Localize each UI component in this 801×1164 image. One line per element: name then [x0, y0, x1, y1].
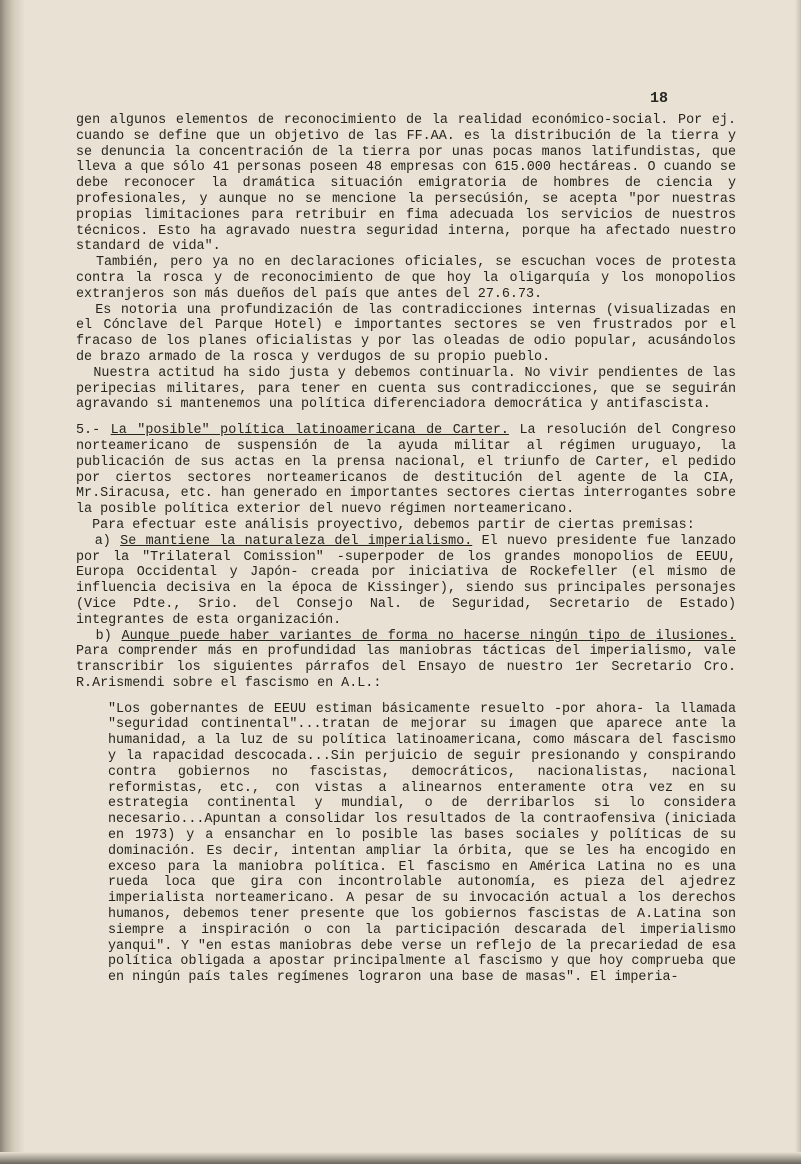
section-number: 5.-: [76, 423, 111, 439]
premise-a: [76, 533, 745, 629]
premise-a-text: El nuevo presidente fue lanzado por la "Trilateral Comission" -superpoder de los grandes monopolios de EEUU, Europa Occidental y Japón- creada por iniciativa de Rockefeller (el mismo de influencia decisiva en la época de Kissinger), siendo sus principales personajes (Vice Pdte., Srio. del Consejo Nal. de Seguridad, Secretario de Estado) integrantes de esta organización.: [76, 533, 745, 628]
paragraph: También, pero ya no en declaraciones oficiales, se escuchan voces de protesta contra la rosca y de reconocimiento de que hoy la oligarquía y los monopolios extranjeros son más dueños del país que antes del 27.6.73.: [76, 255, 745, 302]
section-5: [76, 423, 745, 518]
spacer: [76, 413, 736, 423]
premise-b-text: Para comprender más en profundidad las maniobras tácticas del imperialismo, vale transcribir los siguientes párrafos del Ensayo de nuestro 1er Secretario Cro. R.Arismendi sobre el fascismo en A.L.:: [76, 628, 745, 691]
premise-b-label: b): [76, 628, 122, 644]
paragraph: gen algunos elementos de reconocimiento de la realidad económico-social. Por ej. cuando se define que un objetivo de las FF.AA. es la distribución de la tierra y se denuncia la concentración de la tierra por unas pocas manos latifundistas, que lleva a que sólo 41 personas poseen 48 empresas con 615.000 hectáreas. O cuando se debe reconocer la dramática situación emigratoria de hombres de ciencia y profesionales, y aunque no se mencione la persecúsión, se acepta "por nuestras propias limitaciones para retribuir en fima adecuada los servicios de nuestros técnicos. Esto ha agravado nuestra seguridad interna, porque ha afectado nuestro standard de vida".: [76, 113, 745, 255]
premise-b-heading: Aunque puede haber variantes de forma no hacerse ningún tipo de ilusiones.: [121, 628, 736, 644]
section-heading: La "posible" política latinoamericana de Carter.: [110, 423, 509, 439]
premise-a-label: a): [76, 533, 121, 549]
quotation: "Los gobernantes de EEUU estiman básicamente resuelto -por ahora- la llamada "seguridad continental"...tratan de mejorar su imagen que aparece ante la humanidad, a la luz de su política latinoamericana, como máscara del fascismo y la rapacidad descocada...Sin perjuicio de seguir presionando y conspirando contra gobiernos no fascistas, democráticos, nacionalistas, nacional reformistas, etc., con vistas a alinearnos enteramente otra vez en su estrategia continental y mundial, o de derribarlos si lo considera necesario...Apuntan a consolidar los resultados de la contraofensiva (iniciada en 1973) y a ensanchar en lo posible las bases sociales y políticas de su dominación. Es decir, intentan ampliar la órbita, que se les ha encogido en exceso para la maniobra política. El fascismo en América Latina no es una rueda loca que gira con incontrolable autonomía, es pieza del ajedrez imperialista norteamericano. A pesar de su invocación actual a los derechos humanos, debemos tener presente que los gobiernos fascistas de A.Latina son siempre a inspiración o con la participación descarada del imperialismo yanqui". Y "en estas maniobras debe verse un reflejo de la precariedad de esa política obligada a apostar principalmente al fascismo y que hoy comprueba que en ningún país tales regímenes lograron una base de masas". El imperia-: [108, 701, 745, 986]
page-right-edge: [795, 0, 801, 1164]
page-number: 18: [650, 90, 669, 107]
paragraph: Es notoria una profundización de las contradicciones internas (visualizadas en el Cónclave del Parque Hotel) e importantes sectores se ven frustrados por el fracaso de los planes oficialistas y por las oleadas de odio popular, acusándolos de brazo armado de la rosca y verdugos de su propio pueblo.: [76, 302, 745, 365]
section-text: La resolución del Congreso norteamericano de suspensión de la ayuda militar al régimen uruguayo, la publicación de sus actas en la prensa nacional, el triunfo de Carter, el pedido por ciertos sectores norteamericanos de destitución del agente de la CIA, Mr.Siracusa, etc. han generado en importantes sectores ciertas interrogantes sobre la posible política exterior del nuevo régimen norteamericano.: [76, 423, 745, 518]
page-binding-edge: [0, 0, 24, 1164]
spacer: [76, 692, 736, 702]
page-bottom-edge: [0, 1152, 801, 1164]
premise-a-heading: Se mantiene la naturaleza del imperialismo.: [120, 533, 473, 549]
paragraph: Nuestra actitud ha sido justa y debemos continuarla. No vivir pendientes de las peripecias militares, para tener en cuenta sus contradicciones, que se seguirán agravando si mantenemos una política diferenciadora democrática y antifascista.: [76, 365, 745, 413]
body-text: [76, 113, 745, 986]
premise-intro: Para efectuar este análisis proyectivo, debemos partir de ciertas premisas:: [76, 517, 695, 533]
premise-b: [76, 628, 745, 692]
